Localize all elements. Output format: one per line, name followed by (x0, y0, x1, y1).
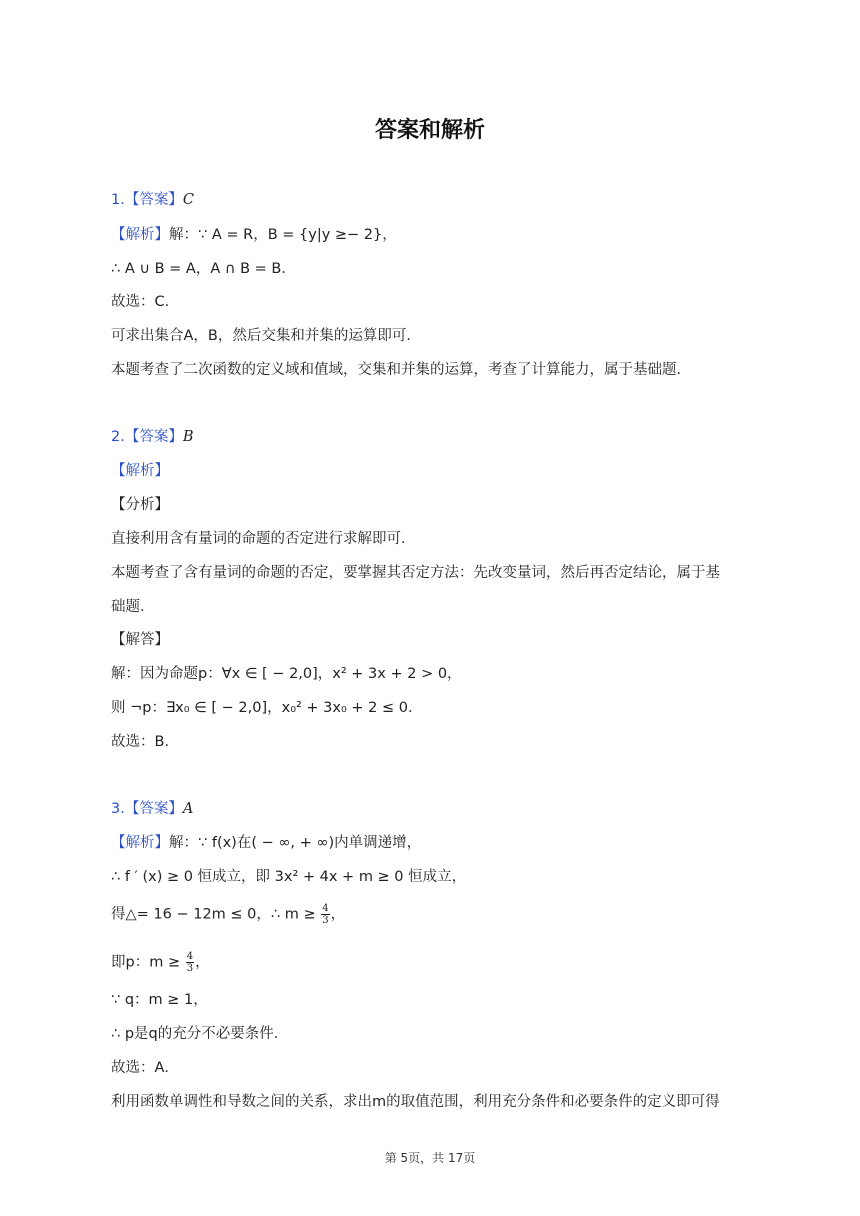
fraction-numerator: 4 (322, 903, 329, 914)
q3-answer-tag: 【答案】 (124, 801, 183, 817)
q3-analysis-line (111, 833, 421, 853)
q2-analysis-tag: 【解析】 (111, 463, 169, 479)
q1-method-text: 可求出集合A，B，然后交集和并集的运算即可． (111, 328, 421, 344)
fraction-denominator: 3 (186, 963, 194, 974)
q3-discriminant-line (111, 903, 345, 926)
q3-p-text: 即p：m ≥ (111, 954, 185, 971)
fraction-numerator: 4 (186, 951, 194, 962)
q3-method-text: 利用函数单调性和导数之间的关系，求出m的取值范围，利用充分条件和必要条件的定义即可得 (111, 1094, 720, 1110)
q3-answer-value: A (182, 801, 194, 817)
q3-p-end: ， (195, 954, 210, 971)
q1-analysis-text-2: ∴ A ∪ B = A，A ∩ B = B． (111, 261, 296, 277)
q3-q-text: ∵ q：m ≥ 1， (111, 992, 208, 1008)
q2-answer-tag: 【答案】 (124, 429, 183, 445)
q3-discriminant-text: 得△= 16 − 12m ≤ 0，∴ m ≥ (111, 906, 321, 923)
q1-answer-number: 1. (111, 192, 125, 208)
fraction-four-thirds (186, 951, 194, 974)
fraction-four-thirds (321, 903, 329, 926)
q2-method-text: 直接利用含有量词的命题的否定进行求解即可． (111, 531, 416, 547)
q3-analysis-text-1: 解：∵ f(x)在( − ∞, + ∞)内单调递增， (169, 835, 422, 851)
q2-solution-text-2: 则 ¬p：∃x₀ ∈ [ − 2,0]，x₀² + 3x₀ + 2 ≤ 0． (111, 700, 423, 716)
q1-analysis-tag: 【解析】 (111, 227, 169, 243)
q1-analysis-line (111, 225, 397, 245)
page-footer: 第 5页，共 17页 (384, 1151, 476, 1165)
q1-answer-value: C (182, 192, 194, 208)
q3-choice-text: 故选：A． (111, 1060, 179, 1076)
q3-p-line (111, 951, 210, 974)
q2-answer-line (111, 427, 194, 447)
q2-solution-text-1: 解：因为命题p：∀x ∈ [ − 2,0]，x² + 3x + 2 > 0， (111, 666, 462, 682)
q2-summary-text-2: 础题． (111, 599, 155, 615)
q1-answer-line (111, 190, 194, 210)
q2-summary-text-1: 本题考查了含有量词的命题的否定，要掌握其否定方法：先改变量词，然后再否定结论，属于基 (111, 565, 720, 581)
fraction-denominator: 3 (322, 915, 329, 926)
q1-analysis-text-1: 解：∵ A = R，B = {y|y ≥− 2}， (169, 227, 397, 243)
q2-choice-text: 故选：B． (111, 734, 179, 750)
q2-fenxi-tag: 【分析】 (111, 497, 169, 513)
page-title: 答案和解析 (374, 118, 485, 143)
q3-analysis-tag: 【解析】 (111, 835, 169, 851)
q2-answer-value: B (182, 429, 194, 445)
q3-answer-line (111, 799, 193, 819)
q3-answer-number: 3. (111, 801, 125, 817)
q1-choice-text: 故选：C． (111, 294, 180, 310)
q3-discriminant-end: ， (330, 906, 346, 923)
q2-jieda-tag: 【解答】 (111, 632, 169, 648)
q2-answer-number: 2. (111, 429, 125, 445)
q3-analysis-text-2: ∴ f ′ (x) ≥ 0 恒成立，即 3x² + 4x + m ≥ 0 恒成立， (111, 869, 467, 885)
q1-summary-text: 本题考查了二次函数的定义域和值域，交集和并集的运算，考查了计算能力，属于基础题． (111, 362, 691, 378)
q3-conclusion-text: ∴ p是q的充分不必要条件． (111, 1026, 289, 1042)
q1-answer-tag: 【答案】 (124, 192, 183, 208)
